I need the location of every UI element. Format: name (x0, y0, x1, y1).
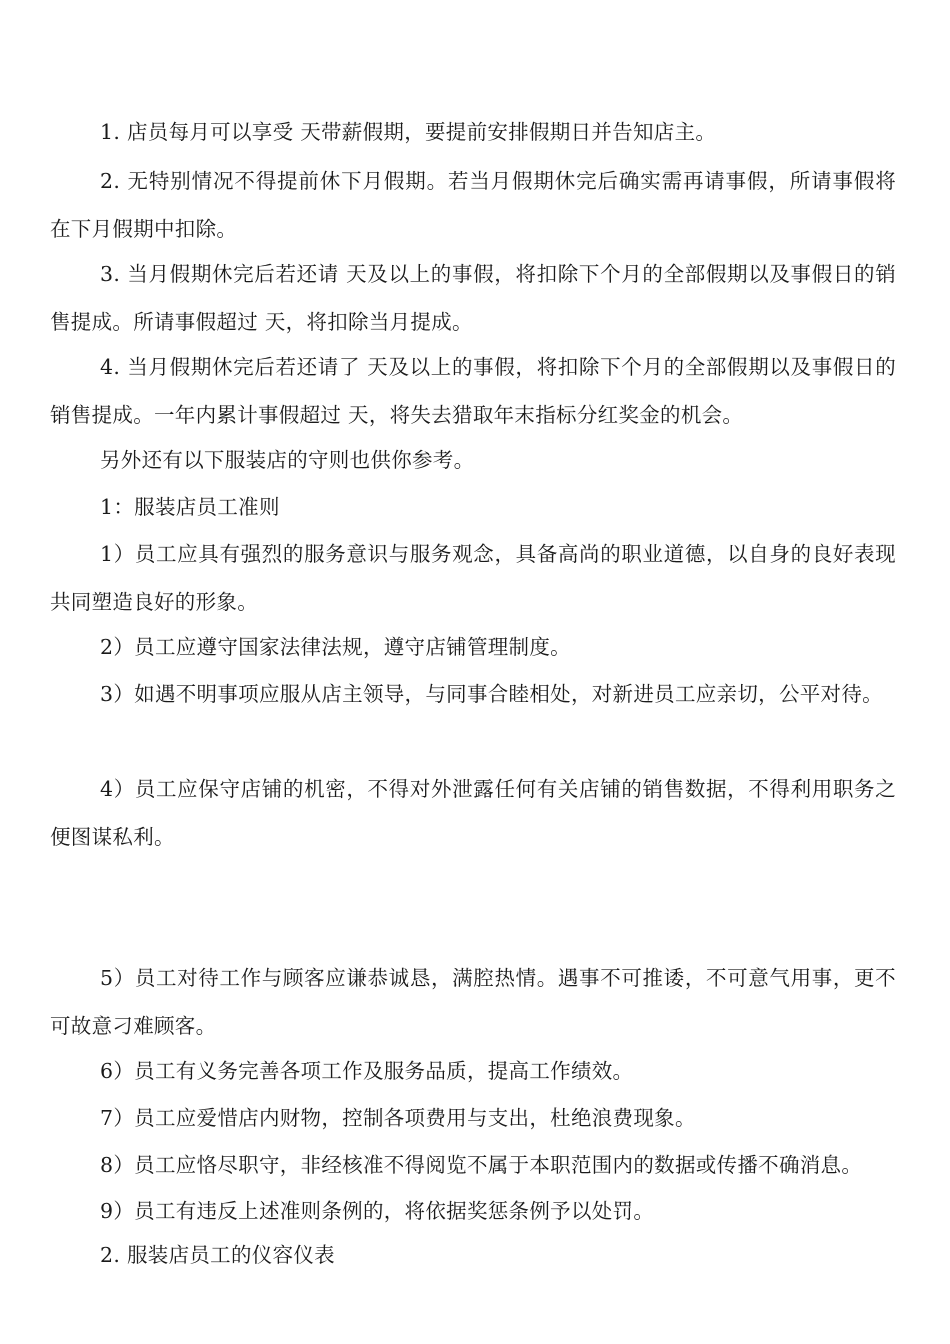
paragraph-staff-rule-2: 2）员工应遵守国家法律法规，遵守店铺管理制度。 (100, 635, 571, 659)
paragraph-leave-rule-3: 3. 当月假期休完后若还请 天及以上的事假，将扣除下个月的全部假期以及事假日的销售提成。所请事假超过 天，将扣除当月提成。 (50, 262, 896, 334)
paragraph-staff-rule-4: 4）员工应保守店铺的机密，不得对外泄露任何有关店铺的销售数据，不得利用职务之便图谋私利。 (50, 777, 896, 849)
paragraph-leave-rule-4: 4. 当月假期休完后若还请了 天及以上的事假，将扣除下个月的全部假期以及事假日的销售提成。一年内累计事假超过 天，将失去猎取年末指标分红奖金的机会。 (50, 355, 896, 427)
section-heading-staff-rules: 1：服装店员工准则 (100, 495, 280, 519)
paragraph-staff-rule-3: 3）如遇不明事项应服从店主领导，与同事合睦相处，对新进员工应亲切，公平对待。 (100, 682, 883, 706)
paragraph-staff-rule-1: 1）员工应具有强烈的服务意识与服务观念，具备高尚的职业道德，以自身的良好表现共同塑造良好的形象。 (50, 542, 896, 614)
paragraph-leave-rule-1: 1. 店员每月可以享受 天带薪假期，要提前安排假期日并告知店主。 (100, 120, 717, 144)
paragraph-reference-intro: 另外还有以下服装店的守则也供你参考。 (100, 448, 475, 472)
paragraph-staff-rule-7: 7）员工应爱惜店内财物，控制各项费用与支出，杜绝浪费现象。 (100, 1106, 696, 1130)
section-heading-appearance: 2. 服装店员工的仪容仪表 (100, 1243, 335, 1267)
paragraph-leave-rule-2: 2. 无特别情况不得提前休下月假期。若当月假期休完后确实需再请事假，所请事假将在下月假期中扣除。 (50, 169, 896, 241)
paragraph-staff-rule-6: 6）员工有义务完善各项工作及服务品质，提高工作绩效。 (100, 1059, 634, 1083)
paragraph-staff-rule-9: 9）员工有违反上述准则条例的，将依据奖惩条例予以处罚。 (100, 1199, 655, 1223)
paragraph-staff-rule-5: 5）员工对待工作与顾客应谦恭诚恳，满腔热情。遇事不可推诿，不可意气用事，更不可故意刁难顾客。 (50, 966, 896, 1038)
paragraph-staff-rule-8: 8）员工应恪尽职守，非经核准不得阅览不属于本职范围内的数据或传播不确消息。 (100, 1153, 863, 1177)
